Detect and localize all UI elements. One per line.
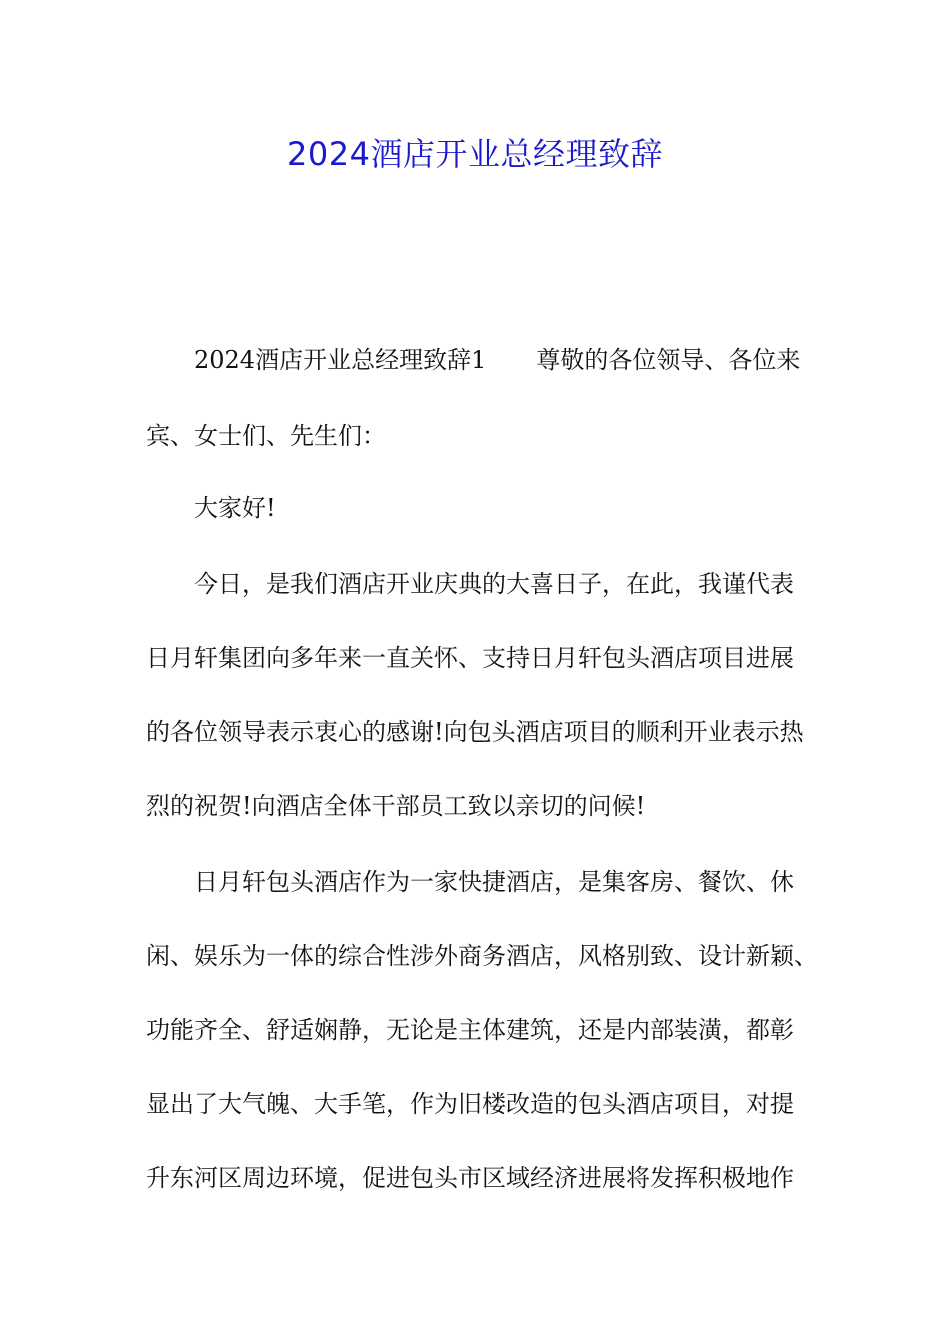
paragraph-line: 烈的祝贺!向酒店全体干部员工致以亲切的问候! bbox=[146, 792, 646, 820]
paragraph-line: 日月轩集团向多年来一直关怀、支持日月轩包头酒店项目进展 bbox=[146, 644, 794, 672]
paragraph-line: 升东河区周边环境，促进包头市区域经济进展将发挥积极地作 bbox=[146, 1164, 794, 1192]
document-title: 2024酒店开业总经理致辞 bbox=[287, 135, 663, 173]
paragraph-line: 日月轩包头酒店作为一家快捷酒店，是集客房、餐饮、休 bbox=[194, 868, 794, 896]
paragraph-line: 显出了大气魄、大手笔，作为旧楼改造的包头酒店项目，对提 bbox=[146, 1090, 794, 1118]
speech-heading: 2024酒店开业总经理致辞1 bbox=[194, 346, 487, 374]
paragraph-line: 闲、娱乐为一体的综合性涉外商务酒店，风格别致、设计新颖、 bbox=[146, 942, 818, 970]
greeting-line: 大家好! bbox=[194, 494, 276, 522]
paragraph-line bbox=[194, 342, 800, 378]
salutation-start: 尊敬的各位领导、各位来 bbox=[536, 346, 801, 374]
paragraph-line: 今日，是我们酒店开业庆典的大喜日子，在此，我谨代表 bbox=[194, 570, 794, 598]
paragraph-line: 功能齐全、舒适娴静，无论是主体建筑，还是内部装潢，都彰 bbox=[146, 1016, 794, 1044]
paragraph-line: 宾、女士们、先生们： bbox=[146, 422, 386, 450]
paragraph-line: 的各位领导表示衷心的感谢!向包头酒店项目的顺利开业表示热 bbox=[146, 718, 804, 746]
